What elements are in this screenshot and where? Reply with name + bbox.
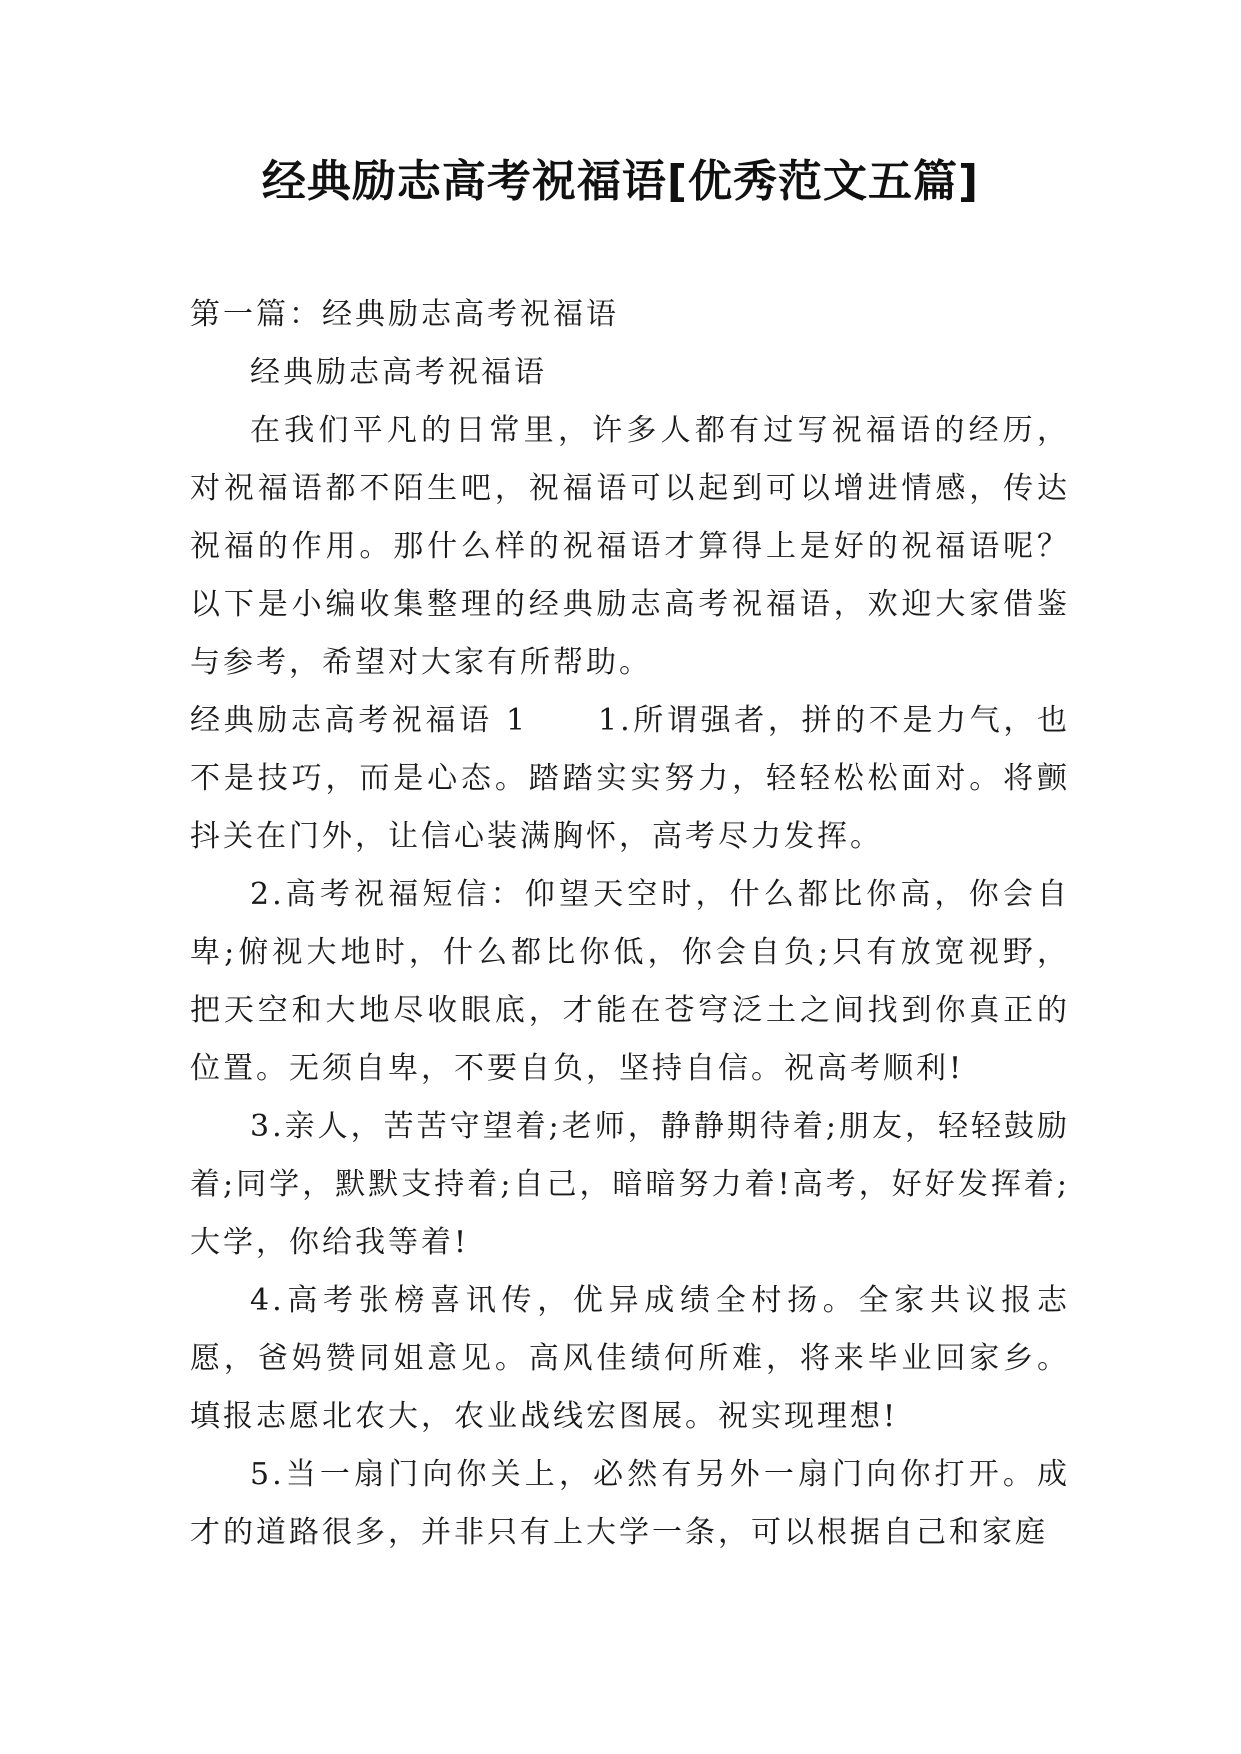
document-title: 经典励志高考祝福语[优秀范文五篇] <box>261 156 980 207</box>
subheading: 经典励志高考祝福语 <box>250 355 547 390</box>
list-item: 1.所谓强者，拼的不是力气，也不是技巧，而是心态。踏踏实实努力，轻轻松松面对。将颤抖关在门外，让信心装满胸怀，高考尽力发挥。 <box>190 703 1071 854</box>
part-heading: 第一篇：经典励志高考祝福语 <box>190 297 619 332</box>
document-body <box>190 286 1070 1562</box>
section-first-paragraph <box>190 692 1070 866</box>
section-label: 经典励志高考祝福语 1 <box>190 703 529 738</box>
list-item: 4.高考张榜喜讯传，优异成绩全村扬。全家共议报志愿，爸妈赞同姐意见。高风佳绩何所难，将来毕业回家乡。填报志愿北农大，农业战线宏图展。祝实现理想! <box>190 1283 1070 1434</box>
list-item: 3.亲人，苦苦守望着;老师，静静期待着;朋友，轻轻鼓励着;同学，默默支持着;自己，暗暗努力着!高考，好好发挥着;大学，你给我等着! <box>190 1109 1070 1260</box>
intro-paragraph: 在我们平凡的日常里，许多人都有过写祝福语的经历，对祝福语都不陌生吧，祝福语可以起到可以增进情感，传达祝福的作用。那什么样的祝福语才算得上是好的祝福语呢？以下是小编收集整理的经典励志高考祝福语，欢迎大家借鉴与参考，希望对大家有所帮助。 <box>190 413 1070 680</box>
list-item: 2.高考祝福短信：仰望天空时，什么都比你高，你会自卑;俯视大地时，什么都比你低，你会自负;只有放宽视野，把天空和大地尽收眼底，才能在苍穹泛土之间找到你真正的位置。无须自卑，不要自负，坚持自信。祝高考顺利! <box>190 877 1070 1086</box>
list-item: 5.当一扇门向你关上，必然有另外一扇门向你打开。成才的道路很多，并非只有上大学一条，可以根据自己和家庭 <box>190 1457 1070 1550</box>
